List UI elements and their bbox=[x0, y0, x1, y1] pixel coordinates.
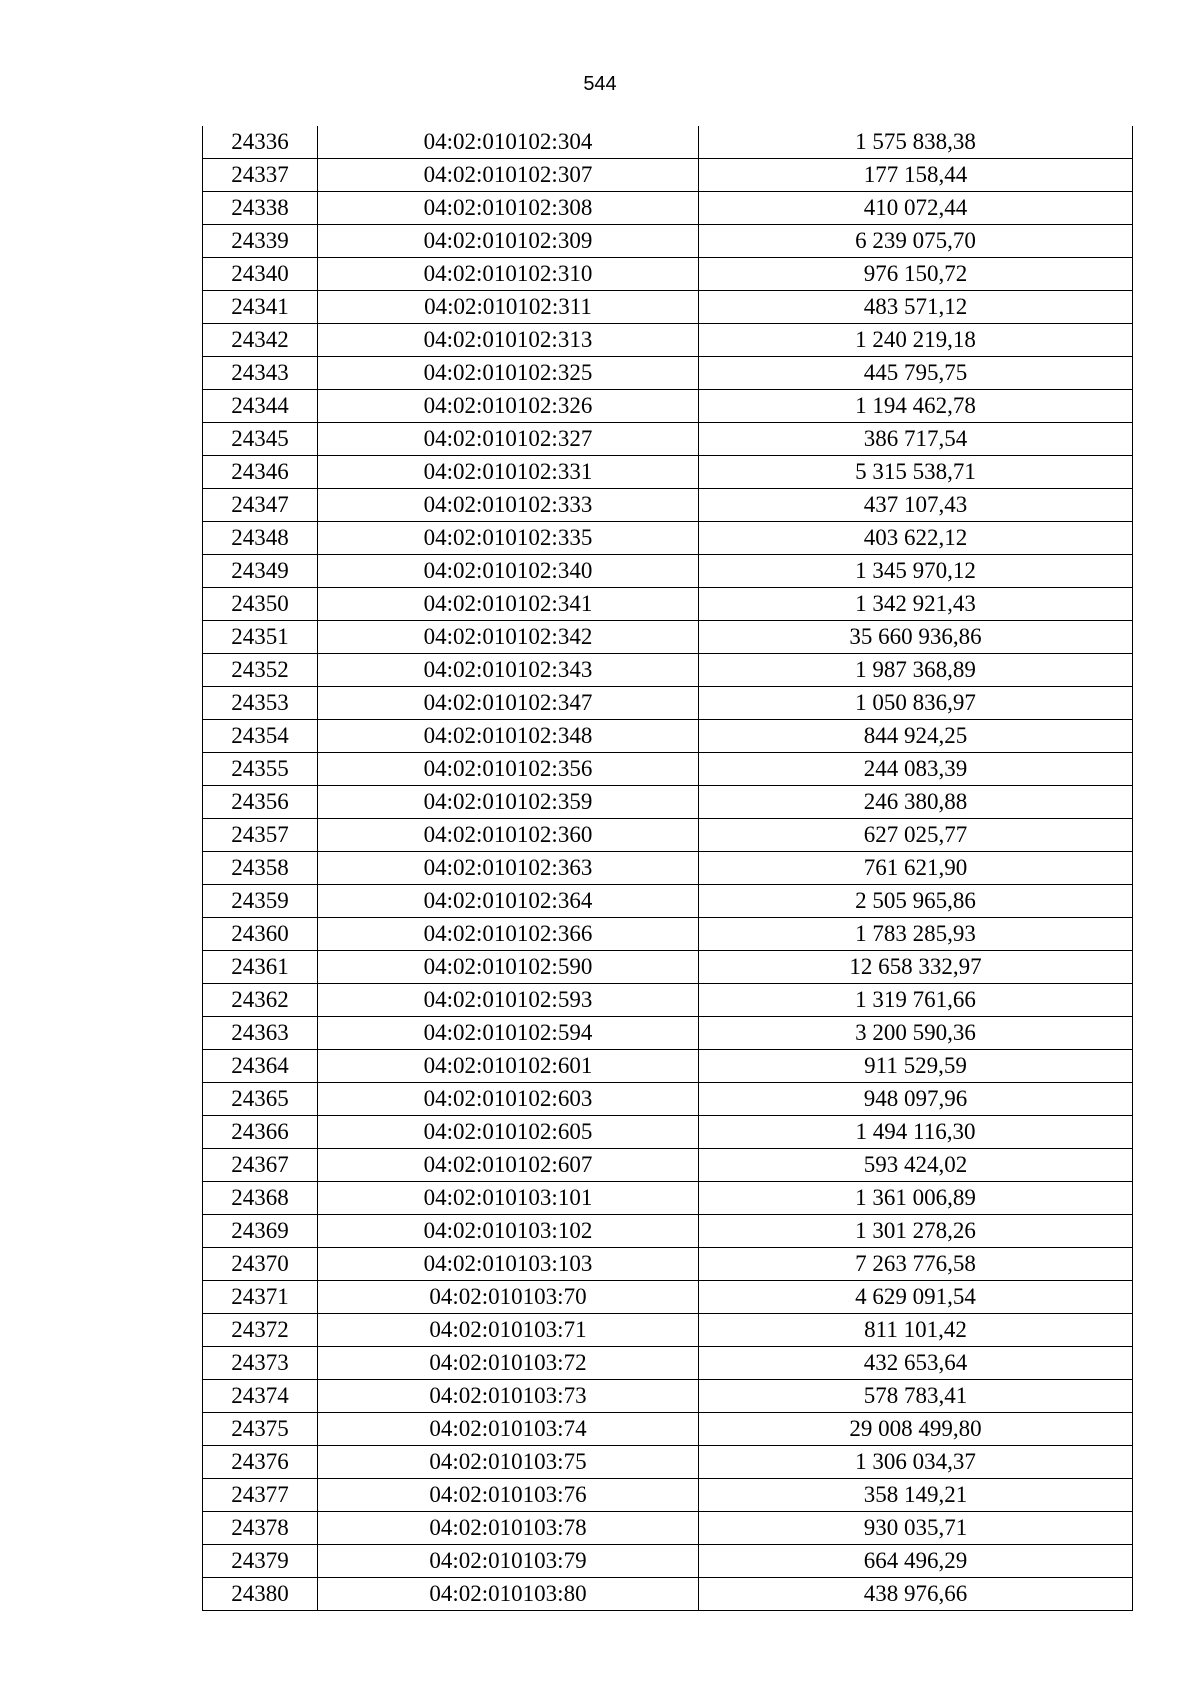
row-number-cell: 24343 bbox=[203, 357, 318, 390]
table-row bbox=[203, 390, 1133, 423]
row-number-cell: 24352 bbox=[203, 654, 318, 687]
table-row bbox=[203, 1083, 1133, 1116]
table-row bbox=[203, 951, 1133, 984]
table-row bbox=[203, 819, 1133, 852]
cadastral-number-cell: 04:02:010102:340 bbox=[318, 555, 699, 588]
table-row bbox=[203, 1446, 1133, 1479]
cadastral-value-cell: 1 575 838,38 bbox=[699, 126, 1133, 159]
cadastral-number-cell: 04:02:010102:360 bbox=[318, 819, 699, 852]
cadastral-number-cell: 04:02:010102:364 bbox=[318, 885, 699, 918]
cadastral-value-cell: 664 496,29 bbox=[699, 1545, 1133, 1578]
cadastral-number-cell: 04:02:010102:603 bbox=[318, 1083, 699, 1116]
cadastral-value-cell: 593 424,02 bbox=[699, 1149, 1133, 1182]
row-number-cell: 24360 bbox=[203, 918, 318, 951]
cadastral-number-cell: 04:02:010102:607 bbox=[318, 1149, 699, 1182]
table-row bbox=[203, 621, 1133, 654]
table-row bbox=[203, 1413, 1133, 1446]
cadastral-value-cell: 578 783,41 bbox=[699, 1380, 1133, 1413]
cadastral-number-cell: 04:02:010102:310 bbox=[318, 258, 699, 291]
cadastral-value-cell: 1 301 278,26 bbox=[699, 1215, 1133, 1248]
cadastral-value-cell: 627 025,77 bbox=[699, 819, 1133, 852]
cadastral-value-cell: 403 622,12 bbox=[699, 522, 1133, 555]
cadastral-number-cell: 04:02:010102:347 bbox=[318, 687, 699, 720]
cadastral-value-cell: 2 505 965,86 bbox=[699, 885, 1133, 918]
cadastral-number-cell: 04:02:010102:307 bbox=[318, 159, 699, 192]
row-number-cell: 24379 bbox=[203, 1545, 318, 1578]
table-body bbox=[203, 126, 1133, 1611]
cadastral-value-cell: 437 107,43 bbox=[699, 489, 1133, 522]
table-row bbox=[203, 984, 1133, 1017]
cadastral-value-cell: 445 795,75 bbox=[699, 357, 1133, 390]
table-row bbox=[203, 258, 1133, 291]
table-row bbox=[203, 1182, 1133, 1215]
cadastral-number-cell: 04:02:010103:72 bbox=[318, 1347, 699, 1380]
cadastral-number-cell: 04:02:010102:325 bbox=[318, 357, 699, 390]
cadastral-value-cell: 35 660 936,86 bbox=[699, 621, 1133, 654]
table-row bbox=[203, 786, 1133, 819]
cadastral-value-cell: 410 072,44 bbox=[699, 192, 1133, 225]
cadastral-value-cell: 177 158,44 bbox=[699, 159, 1133, 192]
table-row bbox=[203, 291, 1133, 324]
table-row bbox=[203, 654, 1133, 687]
row-number-cell: 24338 bbox=[203, 192, 318, 225]
row-number-cell: 24350 bbox=[203, 588, 318, 621]
table-row bbox=[203, 720, 1133, 753]
table-row bbox=[203, 1215, 1133, 1248]
table-row bbox=[203, 225, 1133, 258]
row-number-cell: 24366 bbox=[203, 1116, 318, 1149]
table-row bbox=[203, 324, 1133, 357]
cadastral-value-cell: 930 035,71 bbox=[699, 1512, 1133, 1545]
cadastral-value-cell: 246 380,88 bbox=[699, 786, 1133, 819]
table-row bbox=[203, 1479, 1133, 1512]
cadastral-number-cell: 04:02:010103:73 bbox=[318, 1380, 699, 1413]
table-row bbox=[203, 1578, 1133, 1611]
cadastral-value-cell: 1 342 921,43 bbox=[699, 588, 1133, 621]
row-number-cell: 24347 bbox=[203, 489, 318, 522]
table-row bbox=[203, 885, 1133, 918]
table-row bbox=[203, 522, 1133, 555]
cadastral-number-cell: 04:02:010103:71 bbox=[318, 1314, 699, 1347]
cadastral-number-cell: 04:02:010102:313 bbox=[318, 324, 699, 357]
row-number-cell: 24353 bbox=[203, 687, 318, 720]
cadastral-value-cell: 483 571,12 bbox=[699, 291, 1133, 324]
cadastral-value-cell: 29 008 499,80 bbox=[699, 1413, 1133, 1446]
table-row bbox=[203, 555, 1133, 588]
cadastral-value-cell: 1 345 970,12 bbox=[699, 555, 1133, 588]
cadastral-number-cell: 04:02:010102:601 bbox=[318, 1050, 699, 1083]
cadastral-number-cell: 04:02:010102:343 bbox=[318, 654, 699, 687]
table-row bbox=[203, 357, 1133, 390]
cadastral-number-cell: 04:02:010103:74 bbox=[318, 1413, 699, 1446]
cadastral-number-cell: 04:02:010103:70 bbox=[318, 1281, 699, 1314]
cadastral-value-cell: 1 319 761,66 bbox=[699, 984, 1133, 1017]
cadastral-number-cell: 04:02:010102:308 bbox=[318, 192, 699, 225]
cadastral-number-cell: 04:02:010102:309 bbox=[318, 225, 699, 258]
row-number-cell: 24359 bbox=[203, 885, 318, 918]
table-row bbox=[203, 1248, 1133, 1281]
cadastral-value-cell: 386 717,54 bbox=[699, 423, 1133, 456]
row-number-cell: 24344 bbox=[203, 390, 318, 423]
cadastral-value-table bbox=[202, 126, 1133, 1611]
cadastral-value-cell: 1 194 462,78 bbox=[699, 390, 1133, 423]
row-number-cell: 24337 bbox=[203, 159, 318, 192]
cadastral-value-cell: 911 529,59 bbox=[699, 1050, 1133, 1083]
row-number-cell: 24345 bbox=[203, 423, 318, 456]
row-number-cell: 24367 bbox=[203, 1149, 318, 1182]
cadastral-number-cell: 04:02:010102:590 bbox=[318, 951, 699, 984]
table-row bbox=[203, 456, 1133, 489]
table-row bbox=[203, 753, 1133, 786]
cadastral-value-cell: 6 239 075,70 bbox=[699, 225, 1133, 258]
table-row bbox=[203, 423, 1133, 456]
cadastral-number-cell: 04:02:010102:341 bbox=[318, 588, 699, 621]
cadastral-value-cell: 1 783 285,93 bbox=[699, 918, 1133, 951]
cadastral-number-cell: 04:02:010102:311 bbox=[318, 291, 699, 324]
cadastral-value-cell: 811 101,42 bbox=[699, 1314, 1133, 1347]
table-row bbox=[203, 1380, 1133, 1413]
row-number-cell: 24354 bbox=[203, 720, 318, 753]
table-row bbox=[203, 1116, 1133, 1149]
row-number-cell: 24376 bbox=[203, 1446, 318, 1479]
row-number-cell: 24346 bbox=[203, 456, 318, 489]
row-number-cell: 24378 bbox=[203, 1512, 318, 1545]
row-number-cell: 24372 bbox=[203, 1314, 318, 1347]
cadastral-number-cell: 04:02:010103:101 bbox=[318, 1182, 699, 1215]
row-number-cell: 24377 bbox=[203, 1479, 318, 1512]
row-number-cell: 24349 bbox=[203, 555, 318, 588]
cadastral-number-cell: 04:02:010102:331 bbox=[318, 456, 699, 489]
row-number-cell: 24364 bbox=[203, 1050, 318, 1083]
table-row bbox=[203, 687, 1133, 720]
cadastral-number-cell: 04:02:010102:605 bbox=[318, 1116, 699, 1149]
table-row bbox=[203, 192, 1133, 225]
row-number-cell: 24363 bbox=[203, 1017, 318, 1050]
cadastral-value-cell: 761 621,90 bbox=[699, 852, 1133, 885]
cadastral-number-cell: 04:02:010102:356 bbox=[318, 753, 699, 786]
cadastral-value-cell: 4 629 091,54 bbox=[699, 1281, 1133, 1314]
cadastral-value-cell: 7 263 776,58 bbox=[699, 1248, 1133, 1281]
row-number-cell: 24339 bbox=[203, 225, 318, 258]
cadastral-value-cell: 12 658 332,97 bbox=[699, 951, 1133, 984]
table-row bbox=[203, 159, 1133, 192]
row-number-cell: 24342 bbox=[203, 324, 318, 357]
cadastral-number-cell: 04:02:010103:80 bbox=[318, 1578, 699, 1611]
row-number-cell: 24357 bbox=[203, 819, 318, 852]
cadastral-number-cell: 04:02:010102:359 bbox=[318, 786, 699, 819]
cadastral-value-cell: 1 240 219,18 bbox=[699, 324, 1133, 357]
cadastral-value-cell: 1 494 116,30 bbox=[699, 1116, 1133, 1149]
table-row bbox=[203, 588, 1133, 621]
cadastral-number-cell: 04:02:010102:593 bbox=[318, 984, 699, 1017]
table-row bbox=[203, 1512, 1133, 1545]
row-number-cell: 24355 bbox=[203, 753, 318, 786]
cadastral-value-cell: 1 987 368,89 bbox=[699, 654, 1133, 687]
cadastral-value-cell: 976 150,72 bbox=[699, 258, 1133, 291]
cadastral-number-cell: 04:02:010102:326 bbox=[318, 390, 699, 423]
cadastral-number-cell: 04:02:010102:304 bbox=[318, 126, 699, 159]
cadastral-number-cell: 04:02:010102:335 bbox=[318, 522, 699, 555]
cadastral-value-cell: 1 050 836,97 bbox=[699, 687, 1133, 720]
row-number-cell: 24371 bbox=[203, 1281, 318, 1314]
cadastral-value-cell: 358 149,21 bbox=[699, 1479, 1133, 1512]
cadastral-number-cell: 04:02:010103:75 bbox=[318, 1446, 699, 1479]
cadastral-number-cell: 04:02:010102:327 bbox=[318, 423, 699, 456]
cadastral-number-cell: 04:02:010102:333 bbox=[318, 489, 699, 522]
cadastral-value-cell: 5 315 538,71 bbox=[699, 456, 1133, 489]
table-row bbox=[203, 1017, 1133, 1050]
cadastral-value-cell: 244 083,39 bbox=[699, 753, 1133, 786]
row-number-cell: 24361 bbox=[203, 951, 318, 984]
row-number-cell: 24336 bbox=[203, 126, 318, 159]
cadastral-number-cell: 04:02:010102:366 bbox=[318, 918, 699, 951]
cadastral-value-cell: 1 306 034,37 bbox=[699, 1446, 1133, 1479]
cadastral-number-cell: 04:02:010102:342 bbox=[318, 621, 699, 654]
cadastral-value-cell: 1 361 006,89 bbox=[699, 1182, 1133, 1215]
cadastral-number-cell: 04:02:010103:103 bbox=[318, 1248, 699, 1281]
cadastral-number-cell: 04:02:010103:102 bbox=[318, 1215, 699, 1248]
row-number-cell: 24380 bbox=[203, 1578, 318, 1611]
cadastral-number-cell: 04:02:010102:363 bbox=[318, 852, 699, 885]
row-number-cell: 24362 bbox=[203, 984, 318, 1017]
row-number-cell: 24374 bbox=[203, 1380, 318, 1413]
row-number-cell: 24375 bbox=[203, 1413, 318, 1446]
table-row bbox=[203, 1149, 1133, 1182]
table-row bbox=[203, 1545, 1133, 1578]
row-number-cell: 24369 bbox=[203, 1215, 318, 1248]
table-row bbox=[203, 489, 1133, 522]
table-row bbox=[203, 1347, 1133, 1380]
row-number-cell: 24365 bbox=[203, 1083, 318, 1116]
cadastral-value-cell: 948 097,96 bbox=[699, 1083, 1133, 1116]
table-row bbox=[203, 852, 1133, 885]
cadastral-value-cell: 438 976,66 bbox=[699, 1578, 1133, 1611]
cadastral-value-cell: 844 924,25 bbox=[699, 720, 1133, 753]
table-row bbox=[203, 1281, 1133, 1314]
cadastral-number-cell: 04:02:010102:348 bbox=[318, 720, 699, 753]
row-number-cell: 24341 bbox=[203, 291, 318, 324]
row-number-cell: 24373 bbox=[203, 1347, 318, 1380]
table-row bbox=[203, 1314, 1133, 1347]
cadastral-value-cell: 3 200 590,36 bbox=[699, 1017, 1133, 1050]
table-row bbox=[203, 126, 1133, 159]
page-number: 544 bbox=[583, 73, 617, 95]
cadastral-number-cell: 04:02:010103:78 bbox=[318, 1512, 699, 1545]
cadastral-value-cell: 432 653,64 bbox=[699, 1347, 1133, 1380]
row-number-cell: 24348 bbox=[203, 522, 318, 555]
row-number-cell: 24351 bbox=[203, 621, 318, 654]
row-number-cell: 24370 bbox=[203, 1248, 318, 1281]
table-row bbox=[203, 1050, 1133, 1083]
row-number-cell: 24358 bbox=[203, 852, 318, 885]
row-number-cell: 24340 bbox=[203, 258, 318, 291]
cadastral-number-cell: 04:02:010103:79 bbox=[318, 1545, 699, 1578]
cadastral-number-cell: 04:02:010102:594 bbox=[318, 1017, 699, 1050]
table-row bbox=[203, 918, 1133, 951]
row-number-cell: 24368 bbox=[203, 1182, 318, 1215]
cadastral-number-cell: 04:02:010103:76 bbox=[318, 1479, 699, 1512]
row-number-cell: 24356 bbox=[203, 786, 318, 819]
